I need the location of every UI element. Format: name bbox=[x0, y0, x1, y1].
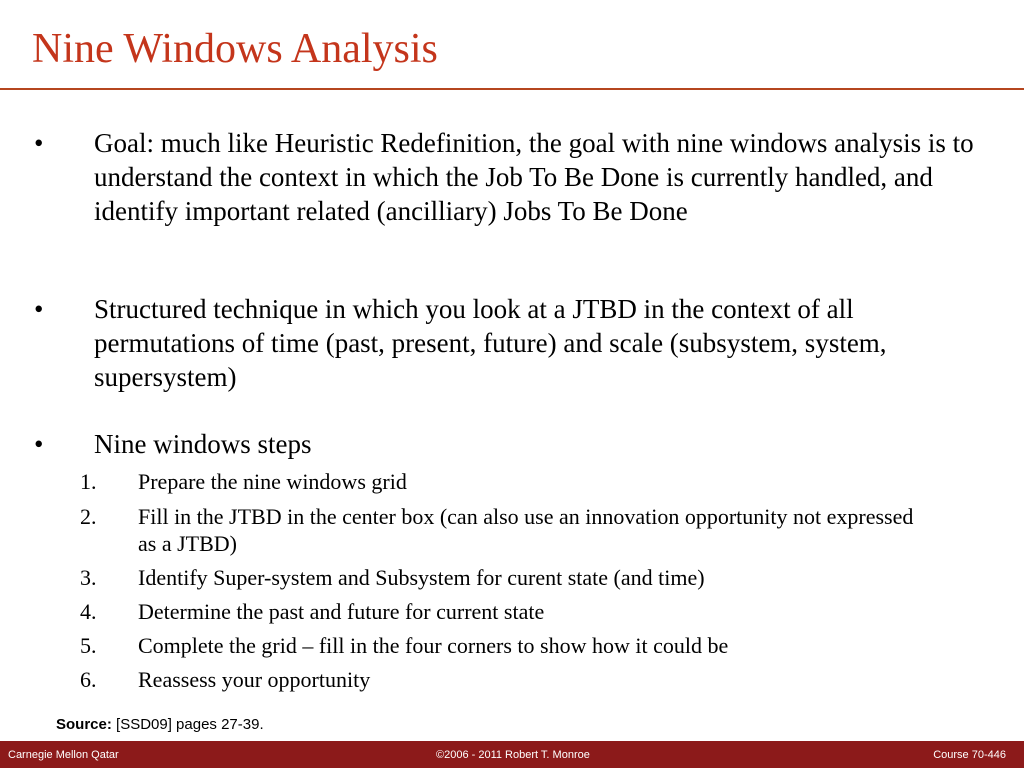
bullet-text: Nine windows steps bbox=[94, 429, 312, 459]
source-text: [SSD09] pages 27-39. bbox=[111, 716, 264, 733]
source-label: Source: bbox=[56, 716, 112, 733]
step-number: 3. bbox=[80, 565, 97, 590]
step-text: Prepare the nine windows grid bbox=[138, 469, 407, 494]
step-number: 6. bbox=[80, 667, 97, 692]
footer-course: Course 70-446 bbox=[933, 749, 1006, 761]
bullet-marker: • bbox=[34, 429, 44, 459]
footer-copyright: ©2006 - 2011 Robert T. Monroe bbox=[436, 749, 590, 761]
step-number: 4. bbox=[80, 599, 97, 624]
footer-institution: Carnegie Mellon Qatar bbox=[8, 749, 119, 761]
step-number: 2. bbox=[80, 504, 97, 529]
step-number: 5. bbox=[80, 633, 97, 658]
footer-bar bbox=[0, 741, 1024, 768]
step-text: Identify Super-system and Subsystem for curent state (and time) bbox=[138, 565, 705, 590]
slide-title: Nine Windows Analysis bbox=[32, 26, 438, 72]
step-text: Determine the past and future for current state bbox=[138, 599, 545, 624]
step-text: Fill in the JTBD in the center box (can also use an innovation opportunity not expressed as a JTBD) bbox=[138, 504, 914, 556]
source-citation bbox=[56, 716, 264, 733]
title-divider bbox=[0, 88, 1024, 90]
bullet-marker: • bbox=[34, 128, 44, 158]
bullet-text: Goal: much like Heuristic Redefinition, the goal with nine windows analysis is to understand the context in which the Job To Be Done is currently handled, and identify important related (ancilliary) Jobs To Be Done bbox=[94, 128, 974, 226]
step-text: Complete the grid – fill in the four corners to show how it could be bbox=[138, 633, 729, 658]
step-text: Reassess your opportunity bbox=[138, 667, 371, 692]
step-number: 1. bbox=[80, 469, 97, 494]
bullet-text: Structured technique in which you look at a JTBD in the context of all permutations of time (past, present, future) and scale (subsystem, system, supersystem) bbox=[94, 294, 887, 392]
bullet-marker: • bbox=[34, 294, 44, 324]
